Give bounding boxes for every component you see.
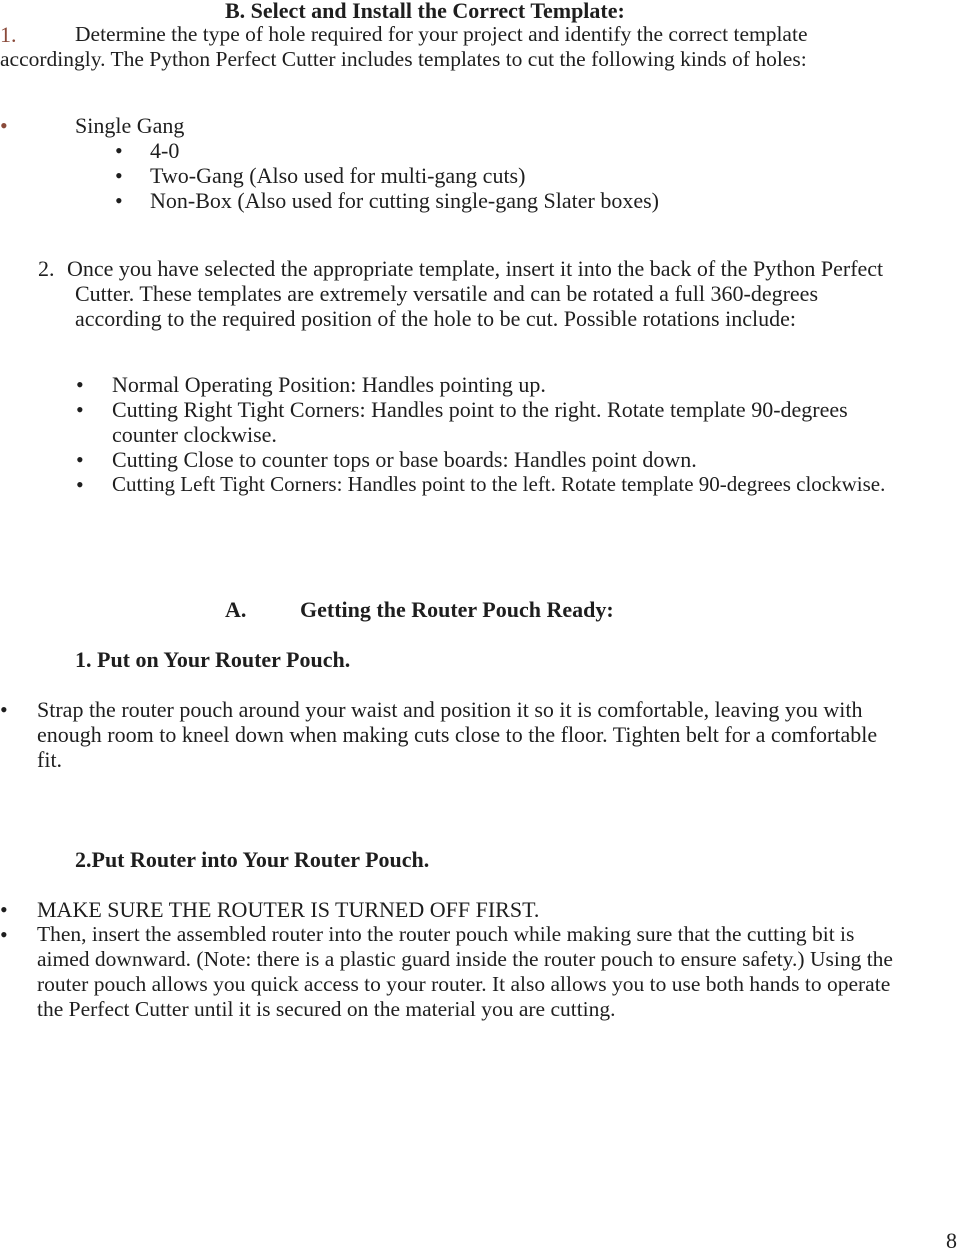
step2-text: Once you have selected the appropriate template, insert it into the back of the Python Perfect Cutter. These templates are extremely versatile and can be rotated a full 360-degrees according to the required position of the hole to be cut. Possible rotations include: xyxy=(67,256,884,331)
rotation-bullet: • xyxy=(76,397,84,422)
step1-text: Determine the type of hole required for your project and identify the correct template accordingly. The Python Perfect Cutter includes templates to cut the following kinds of holes: xyxy=(0,22,808,71)
rotation-item: Cutting Left Tight Corners: Handles point to the left. Rotate template 90-degrees clockwise. xyxy=(112,472,886,496)
section-a-letter: A. xyxy=(225,597,247,622)
templates-bullet: • xyxy=(0,113,8,138)
template-sub-item: Two-Gang (Also used for multi-gang cuts) xyxy=(150,163,526,188)
template-single-gang: Single Gang xyxy=(75,113,185,138)
pouch-step2-heading: 2.Put Router into Your Router Pouch. xyxy=(75,847,430,872)
pouch-bullet: • xyxy=(0,897,8,922)
template-sub-item: Non-Box (Also used for cutting single-gang Slater boxes) xyxy=(150,188,659,213)
step1-number: 1. xyxy=(0,22,17,47)
rotation-item: Normal Operating Position: Handles pointing up. xyxy=(112,372,546,397)
pouch-bullet: • xyxy=(0,922,8,947)
pouch-bullet: • xyxy=(0,697,8,722)
rotation-bullet: • xyxy=(76,372,84,397)
step2-number: 2. xyxy=(38,256,55,281)
pouch-step1-item: Strap the router pouch around your waist and position it so it is comfortable, leaving you with enough room to kneel down when making cuts close to the floor. Tighten belt for a comfortable fit. xyxy=(37,697,878,772)
template-sub-item: 4-0 xyxy=(150,138,180,163)
pouch-step2-item: MAKE SURE THE ROUTER IS TURNED OFF FIRST. xyxy=(37,897,540,922)
rotation-item: Cutting Right Tight Corners: Handles point to the right. Rotate template 90-degrees counter clockwise. xyxy=(112,397,848,447)
section-b-heading: B. Select and Install the Correct Template: xyxy=(225,0,625,23)
sub-bullet: • xyxy=(115,188,123,213)
pouch-step1-heading: 1. Put on Your Router Pouch. xyxy=(75,647,351,672)
rotation-item: Cutting Close to counter tops or base boards: Handles point down. xyxy=(112,447,697,472)
page-number: 8 xyxy=(946,1228,957,1253)
sub-bullet: • xyxy=(115,138,123,163)
pouch-step2-item: Then, insert the assembled router into the router pouch while making sure that the cutting bit is aimed downward. (Note: there is a plastic guard inside the router pouch to ensure safety.) Using the router pouch allows you quick access to your router. It also allows you to use both hands to operate the Perfect Cutter until it is secured on the material you are cutting. xyxy=(37,922,893,1021)
rotation-bullet: • xyxy=(76,472,84,497)
sub-bullet: • xyxy=(115,163,123,188)
rotation-bullet: • xyxy=(76,447,84,472)
section-a-heading: Getting the Router Pouch Ready: xyxy=(300,597,614,622)
